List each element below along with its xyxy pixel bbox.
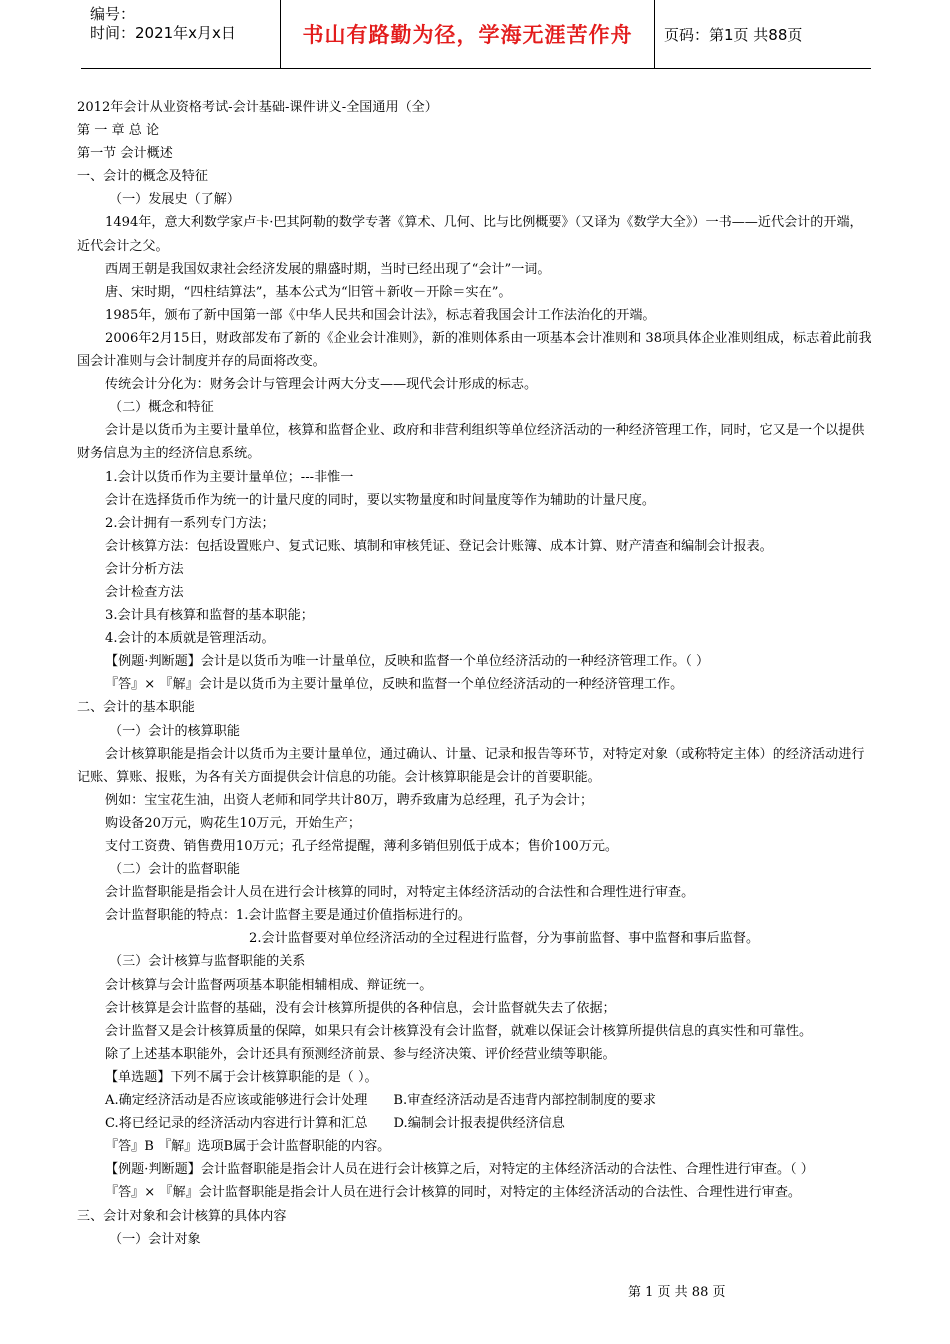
paragraph: 会计在选择货币作为统一的计量尺度的同时，要以实物量度和时间量度等作为辅助的计量尺度。	[105, 492, 655, 508]
subheading: （二）概念和特征	[109, 400, 214, 416]
paragraph: 会计监督职能的特点：1.会计监督主要是通过价值指标进行的。	[105, 908, 472, 924]
time-label: 时间：2021年x月x日	[90, 24, 236, 42]
header-meta-cell	[81, 0, 281, 68]
subheading: （一）会计对象	[109, 1231, 201, 1247]
option-b: B.审查经济活动是否违背内部控制制度的要求	[393, 1093, 656, 1109]
paragraph: 支付工资费、销售费用10万元；孔子经常提醒，薄利多销但别低于成本；售价100万元。	[105, 839, 619, 854]
paragraph: 2.会计监督要对单位经济活动的全过程进行监督，分为事前监督、事中监督和事后监督。	[249, 931, 760, 947]
option-d: D.编制会计报表提供经济信息	[393, 1116, 565, 1132]
subheading: （一）会计的核算职能	[109, 723, 240, 739]
paragraph: 传统会计分化为：财务会计与管理会计两大分支——现代会计形成的标志。	[105, 377, 538, 393]
paragraph: 会计核算方法：包括设置账户、复式记账、填制和审核凭证、登记会计账簿、成本计算、财产清查和编制会计报表。	[105, 538, 773, 554]
paragraph: 会计是以货币为主要计量单位，核算和监督企业、政府和非营利组织等单位经济活动的一种经济管理工作，同时，它又是一个以提供财务信息为主的经济信息系统。	[77, 423, 865, 462]
example-question: 【单选题】下列不属于会计核算职能的是（ ）。	[105, 1069, 378, 1085]
page-header	[81, 0, 871, 69]
paragraph: 1494年，意大利数学家卢卡·巴其阿勒的数学专著《算术、几何、比与比例概要》（又译为《数学大全》）一书——近代会计的开端，近代会计之父。	[77, 215, 863, 254]
paragraph: 会计分析方法	[105, 561, 184, 577]
page-info: 页码：第1页 共88页	[664, 25, 803, 44]
number-label: 编号：	[90, 5, 136, 23]
paragraph: 4.会计的本质就是管理活动。	[105, 631, 275, 647]
document-body	[77, 96, 875, 1251]
motto: 书山有路勤为径，学海无涯苦作舟	[302, 23, 633, 47]
option-c: C.将已经记录的经济活动内容进行计算和汇总	[105, 1116, 368, 1132]
heading-1: 二、会计的基本职能	[77, 700, 195, 716]
paragraph: 1985年，颁布了新中国第一部《中华人民共和国会计法》，标志着我国会计工作法治化的开端。	[105, 307, 656, 323]
subheading: （二）会计的监督职能	[109, 862, 240, 878]
answer: 『答』× 『解』会计监督职能是指会计人员在进行会计核算的同时，对特定的主体经济活动的合法性、合理性进行审查。	[105, 1185, 802, 1201]
paragraph: 会计核算是会计监督的基础，没有会计核算所提供的各种信息，会计监督就失去了依据；	[105, 1000, 616, 1016]
options-row	[77, 1112, 875, 1135]
paragraph: 3.会计具有核算和监督的基本职能；	[105, 608, 314, 624]
paragraph: 会计检查方法	[105, 584, 184, 600]
paragraph: 会计核算与会计监督两项基本职能相辅相成、辩证统一。	[105, 977, 433, 993]
options-row	[77, 1089, 875, 1112]
example-question: 【例题·判断题】会计是以货币为唯一计量单位，反映和监督一个单位经济活动的一种经济管理工作。（ ）	[105, 654, 710, 670]
subheading: （一）发展史（了解）	[109, 192, 240, 208]
section-heading: 第一节 会计概述	[77, 146, 173, 162]
paragraph: 例如：宝宝花生油，出资人老师和同学共计80万，聘乔致庸为总经理，孔子为会计；	[105, 792, 594, 808]
paragraph: 会计监督又是会计核算质量的保障，如果只有会计核算没有会计监督，就难以保证会计核算所提供信息的真实性和可靠性。	[105, 1023, 813, 1039]
header-page-cell	[655, 0, 871, 68]
paragraph: 会计核算职能是指会计以货币为主要计量单位，通过确认、计量、记录和报告等环节，对特定对象（或称特定主体）的经济活动进行记账、算账、报账，为各有关方面提供会计信息的功能。会计核算职能是会计的首要职能。	[77, 746, 865, 785]
paragraph: 西周王朝是我国奴隶社会经济发展的鼎盛时期，当时已经出现了“会计”一词。	[105, 261, 551, 277]
header-motto-cell	[281, 0, 655, 68]
paragraph: 1.会计以货币作为主要计量单位；---非惟一	[105, 469, 354, 485]
option-a: A.确定经济活动是否应该或能够进行会计处理	[105, 1093, 368, 1109]
example-question: 【例题·判断题】会计监督职能是指会计人员在进行会计核算之后，对特定的主体经济活动的合法性、合理性进行审查。（ ）	[105, 1162, 814, 1178]
paragraph: 会计监督职能是指会计人员在进行会计核算的同时，对特定主体经济活动的合法性和合理性进行审查。	[105, 885, 695, 901]
page-footer: 第 1 页 共 88 页	[628, 1285, 726, 1300]
paragraph: 唐、宋时期，“四柱结算法”，基本公式为“旧管＋新收－开除＝实在”。	[105, 284, 512, 300]
heading-1: 三、会计对象和会计核算的具体内容	[77, 1208, 287, 1224]
paragraph: 购设备20万元，购花生10万元，开始生产；	[105, 815, 361, 831]
paragraph: 除了上述基本职能外，会计还具有预测经济前景、参与经济决策、评价经营业绩等职能。	[105, 1046, 616, 1062]
answer: 『答』B 『解』选项B属于会计监督职能的内容。	[105, 1139, 391, 1155]
document-title: 2012年会计从业资格考试-会计基础-课件讲义-全国通用（全）	[77, 100, 438, 115]
paragraph: 2.会计拥有一系列专门方法；	[105, 515, 275, 531]
subheading: （三）会计核算与监督职能的关系	[109, 954, 306, 970]
heading-1: 一、会计的概念及特征	[77, 169, 208, 185]
answer: 『答』× 『解』会计是以货币为主要计量单位，反映和监督一个单位经济活动的一种经济管理工作。	[105, 677, 684, 693]
paragraph: 2006年2月15日，财政部发布了新的《企业会计准则》，新的准则体系由一项基本会计准则和 38项具体企业准则组成，标志着此前我国会计准则与会计制度并存的局面将改变。	[77, 330, 872, 370]
chapter-heading: 第 一 章 总 论	[77, 123, 160, 139]
